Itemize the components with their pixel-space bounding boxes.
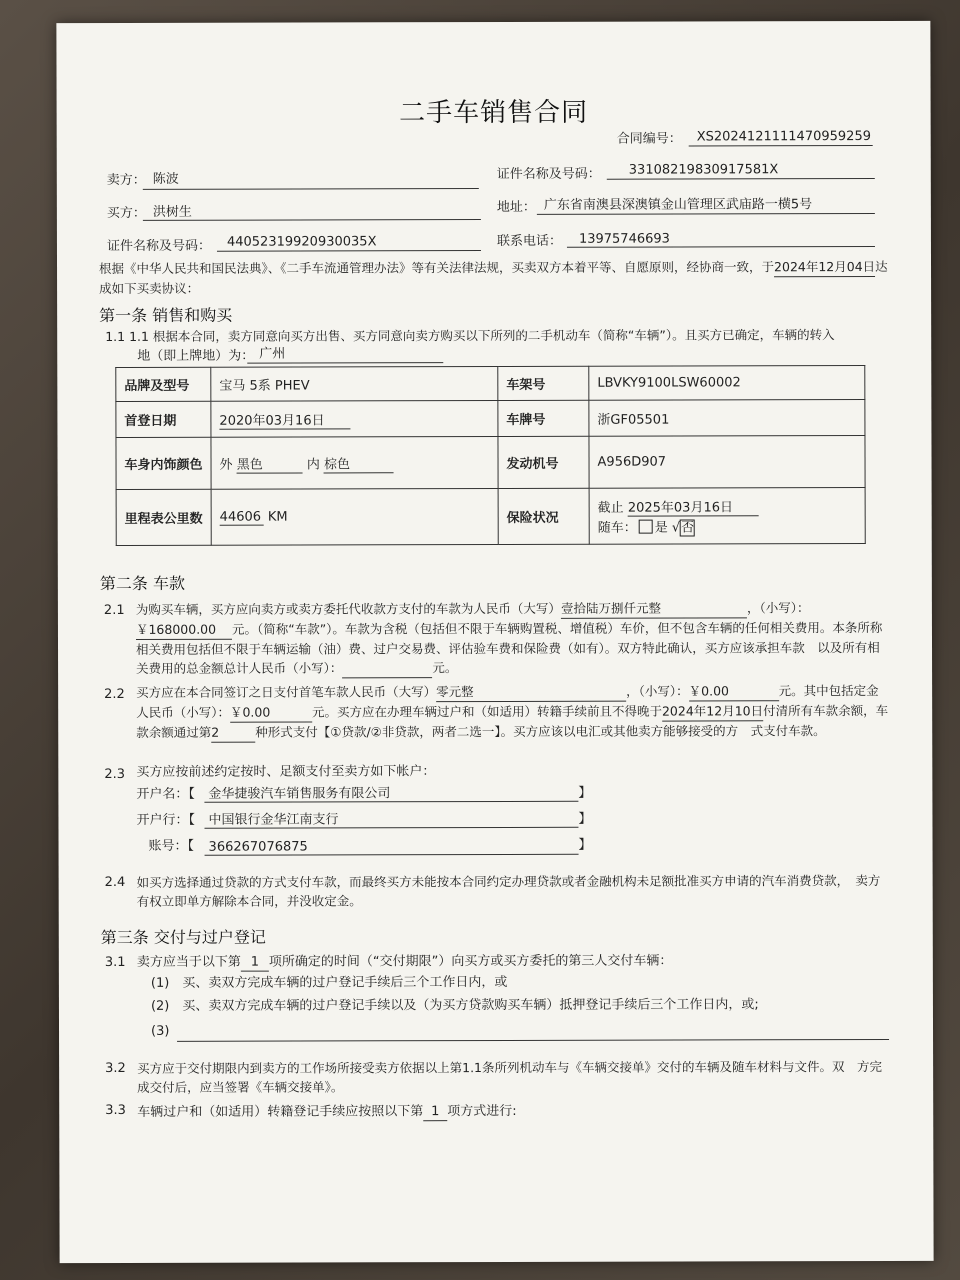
- article-3-title: 第三条 交付与过户登记: [100, 927, 266, 948]
- underline: [217, 250, 481, 252]
- brand-label: 品牌及型号: [116, 367, 211, 401]
- engine-value: A956D907: [589, 436, 865, 489]
- bracket-close: 】: [578, 785, 592, 801]
- yes-label: 是: [654, 520, 668, 536]
- document-title: 二手车销售合同: [399, 97, 589, 129]
- plate-label: 车牌号: [498, 400, 589, 436]
- seller-name: 陈波: [152, 171, 179, 187]
- ext-prefix: 外: [219, 457, 233, 473]
- article-2-title: 第二条 车款: [99, 573, 185, 594]
- mileage-cell: [211, 488, 498, 545]
- color-cell: [211, 436, 498, 489]
- vin-label: 车架号: [498, 366, 589, 400]
- clause-2-3: 买方应按前述约定按时、足额支付至卖方如下帐户：: [136, 764, 436, 780]
- clause-no: 2.1: [103, 602, 125, 619]
- buyer-id-label: 证件名称及号码：: [106, 238, 211, 255]
- clause-1-1: 1.1 1.1 根据本合同，卖方同意向买方出售、买方同意向卖方购买以下所列的二手机动车（简称“车辆”）。且买方已确定，车辆的转入: [105, 327, 835, 345]
- address: 广东省南澳县深澳镇金山管理区武庙路一横5号: [543, 197, 813, 213]
- bank-label: 开户行：【: [136, 812, 196, 828]
- no-label: 否: [681, 520, 695, 536]
- underline: [567, 246, 875, 248]
- clause-no: 2.3: [104, 766, 126, 783]
- mileage-value: 44606: [220, 509, 264, 525]
- insurance-line: [598, 496, 857, 517]
- intro-text: 根据《中华人民共和国民法典》、《二手车流通管理办法》等有关法律法规，买卖双方本着平等、自愿原则，经协商一致，于: [99, 259, 775, 277]
- buyer-id: 44052319920930035X: [226, 234, 377, 250]
- clause-2-2: [136, 681, 888, 743]
- mileage-unit: KM: [267, 509, 288, 525]
- clause-2-4: 如买方选择通过贷款的方式支付车款，而最终买方未能按本合同约定办理贷款或者金融机构未足额批准买方申请的汽车消费贷款， 卖方有权立即单方解除本合同，并没收定金。: [136, 872, 881, 909]
- underline: [204, 801, 578, 803]
- option-2: (2) 买、卖双方完成车辆的过户登记手续以及（为买方贷款购买车辆）抵押登记手续后三个工作日内，或;: [150, 997, 759, 1014]
- down-upper: 零元整: [436, 682, 626, 702]
- yes-checkbox: [639, 520, 653, 534]
- text: 车辆过户和（如适用）转籍登记手续应按照以下第: [137, 1104, 424, 1120]
- contract-no: XS2024121111470959259: [696, 129, 872, 145]
- mileage-label: 里程表公里数: [116, 489, 211, 545]
- deposit: ￥0.00: [230, 702, 312, 722]
- option-1: (1) 买、卖双方完成车辆的过户登记手续后三个工作日内，或: [150, 974, 508, 991]
- text: 为购买车辆，买方应向卖方或卖方委托代收款方支付的车款为人民币（大写）: [135, 600, 561, 617]
- underline: [143, 219, 481, 221]
- underline: [537, 213, 875, 215]
- clause-no: 3.1: [104, 954, 126, 971]
- intro-date: 2024年12月04日: [774, 257, 875, 277]
- account-name: 金华捷骏汽车销售服务有限公司: [208, 786, 391, 802]
- check-mark: √: [671, 520, 681, 536]
- bank-name: 中国银行金华江南支行: [208, 812, 339, 828]
- clause-3-1: [137, 954, 673, 972]
- plate-value: 浙GF05501: [589, 400, 865, 437]
- underline: [247, 362, 443, 364]
- address-label: 地址：: [496, 199, 536, 215]
- clause-no: 3.3: [105, 1102, 126, 1119]
- clause-no: 2.4: [104, 874, 126, 891]
- seller-id: 33108219830917581X: [628, 162, 779, 178]
- contract-paper: [56, 21, 933, 1263]
- underline: [205, 854, 579, 856]
- text: 付清所有车款余额，车款余额通过第: [136, 702, 889, 740]
- buyer-label: 买方：: [106, 205, 146, 222]
- int-color: 棕色: [324, 453, 394, 473]
- with-car-label: 随车：: [597, 520, 637, 536]
- account-no-label: 账号：【: [148, 838, 195, 854]
- clause-no: 2.2: [104, 686, 125, 703]
- text: 元。买方应在办理车辆过户和（如适用）转籍手续前且不得晚于: [311, 703, 662, 720]
- price-upper: 壹拾陆万捌仟元整: [561, 598, 747, 618]
- reg-date-value: 2020年03月16日: [219, 409, 350, 429]
- text: 项所确定的时间（“交付期限”）向买方或买方委托的第三人交付车辆：: [268, 953, 673, 970]
- intro-paragraph: [99, 257, 899, 298]
- deadline: 2024年12月10日: [662, 701, 763, 721]
- insurance-date: 2025年03月16日: [628, 496, 759, 516]
- transfer-place: 广州: [259, 346, 286, 362]
- down-lower: ￥0.00: [689, 681, 779, 701]
- choice: 1: [241, 955, 269, 972]
- phone-label: 联系电话：: [496, 233, 562, 249]
- text: 元。: [432, 660, 458, 676]
- seller-label: 卖方：: [106, 172, 146, 189]
- text: 买方应在本合同签订之日支付首笔车款人民币（大写）: [136, 684, 437, 700]
- text: 卖方应当于以下第: [136, 954, 241, 970]
- underline: [689, 145, 873, 146]
- text: 项方式进行:: [447, 1103, 517, 1120]
- intro-end: 达成如下买卖协议：: [99, 258, 888, 297]
- pay-method: 2: [211, 723, 255, 743]
- bracket-close: 】: [578, 837, 592, 853]
- total-blank: [342, 658, 432, 678]
- engine-label: 发动机号: [498, 436, 589, 488]
- brand-value: 宝马 5系 PHEV: [211, 366, 498, 401]
- bracket-close: 】: [578, 811, 592, 827]
- text: 种形式支付【①贷款/②非贷款，两者二选一】。买方应该以电汇或其他卖方能够接受的方 式支付车款。: [255, 723, 826, 740]
- ext-color: 黑色: [237, 453, 303, 473]
- seller-id-label: 证件名称及号码：: [496, 166, 601, 182]
- reg-date-cell: [211, 400, 498, 437]
- buyer-name: 洪树生: [152, 204, 192, 220]
- insurance-cell: [589, 488, 865, 545]
- article-1-title: 第一条 销售和购买: [99, 305, 233, 326]
- insurance-prefix: 截止: [597, 500, 624, 516]
- choice: 1: [423, 1104, 447, 1121]
- clause-no: 3.2: [105, 1060, 126, 1077]
- clause-2-1: [136, 598, 888, 679]
- text: ，（小写）：: [626, 683, 689, 699]
- contract-no-label: 合同编号：: [616, 131, 682, 147]
- underline: [177, 1039, 889, 1042]
- int-prefix: 内: [306, 456, 320, 472]
- insurance-label: 保险状况: [498, 488, 589, 544]
- account-name-label: 开户名：【: [136, 786, 195, 802]
- color-label: 车身内饰颜色: [116, 437, 211, 489]
- underline: [143, 188, 479, 190]
- with-car-line: [598, 516, 857, 536]
- price-lower: ￥168000.00: [136, 620, 232, 640]
- transfer-place-label: 地（即上牌地）为：: [137, 348, 255, 364]
- text: ，（小写）：: [746, 600, 810, 616]
- reg-date-label: 首登日期: [116, 401, 211, 437]
- underline: [204, 827, 578, 829]
- account-no: 366267076875: [208, 839, 308, 855]
- clause-3-2: 买方应于交付期限内到卖方的工作场所接受卖方依据以上第1.1条所列机动车与《车辆交接单》交付的车辆及随车材料与文件。双 方完成交付后，应当签署《车辆交接单》。: [137, 1058, 883, 1095]
- text: 元。其中包括定金人民币（小写）：: [136, 682, 879, 720]
- text: 元。（简称“车款”）。车款为含税（包括但不限于车辆购置税、增值税）车价，但不包含车辆的任何相关费用。本条所称相关费用包括但不限于车辆运输（油）费、过户交易费、评估验车费和保险费（如有）。双方特此确认，买方应该承担车款 以及所有相关费用的总金额总计人民币（小写）：: [135, 619, 883, 676]
- vehicle-table: [115, 365, 865, 546]
- vin-value: LBVKY9100LSW60002: [589, 366, 865, 401]
- clause-3-3: [137, 1104, 516, 1122]
- underline: [607, 178, 875, 180]
- phone: 13975746693: [578, 231, 670, 247]
- option-3: (3): [150, 1023, 170, 1039]
